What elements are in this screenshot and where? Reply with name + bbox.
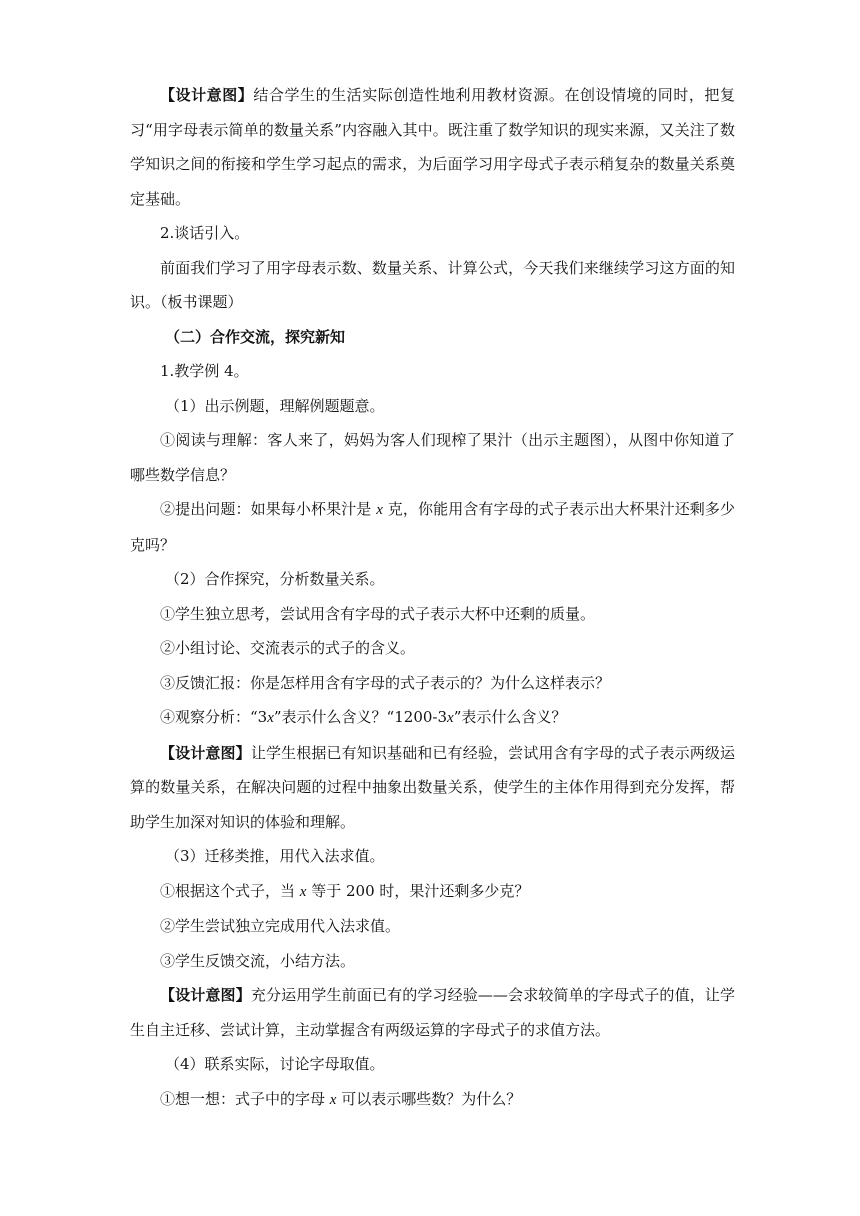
paragraph-text: ④观察分析：“3 [160, 708, 268, 726]
paragraph-intro: 前面我们学习了用字母表示数、数量关系、计算公式，今天我们来继续学习这方面的知识。（板书课题） [130, 258, 735, 311]
step-group-discussion: ②小组讨论、交流表示的式子的含义。 [160, 639, 416, 657]
paragraph-text: 充分运用学生前面已有的学习经验——会求较简单的字母式子的值，让学生自主迁移、尝试计算，主动掌握含有两级运算的字母式子的求值方法。 [130, 986, 735, 1039]
subsection-1: （1）出示例题，理解例题题意。 [165, 396, 385, 415]
variable-x: x [329, 1091, 337, 1108]
subsection-2: （2）合作探究，分析数量关系。 [165, 570, 385, 588]
design-intent-paragraph [130, 78, 735, 216]
step-read-understand: ①阅读与理解：客人来了，妈妈为客人们现榨了果汁（出示主题图），从图中你知道了哪些数学信息？ [130, 431, 735, 484]
step-feedback: ③反馈汇报：你是怎样用含有字母的式子表示的？为什么这样表示？ [160, 673, 611, 692]
variable-x: x [267, 710, 274, 726]
subsection-4: （4）联系实际，讨论字母取值。 [165, 1055, 385, 1073]
step-try-independently: ②学生尝试独立完成用代入法求值。 [160, 917, 401, 935]
paragraph-text: ①想一想：式子中的字母 [160, 1089, 330, 1108]
step-independent-thinking: ①学生独立思考，尝试用含有字母的式子表示大杯中还剩的质量。 [160, 604, 596, 623]
design-intent-paragraph [130, 736, 735, 840]
paragraph-text: 克，你能用含有字母的式子表示出大杯果汁还剩多少克吗？ [130, 500, 735, 554]
step-think [130, 1082, 735, 1118]
paragraph-text: 结合学生的生活实际创造性地利用教材资源。在创设情境的同时，把复习“用字母表示简单的数量关系”内容融入其中。既注重了数学知识的现实来源，又关注了数学知识之间的衔接和学生学习起点的需求，为后面学习用字母式子表示稍复杂的数量关系奠定基础。 [130, 86, 735, 208]
section-heading: （二）合作交流，探究新知 [165, 327, 346, 346]
section-item-2: 2.谈话引入。 [160, 224, 250, 242]
design-intent-tag: 【设计意图】 [160, 986, 251, 1004]
step-ask-question [130, 492, 735, 562]
paragraph-text: ”表示什么含义？ [453, 708, 567, 726]
design-intent-paragraph [130, 978, 735, 1047]
design-intent-tag: 【设计意图】 [160, 86, 254, 104]
variable-x: x [447, 710, 454, 726]
subsection-3: （3）迁移类推，用代入法求值。 [165, 847, 385, 865]
paragraph-text: 等于 200 时，果汁还剩多少克？ [306, 881, 530, 900]
paragraph-text: ”表示什么含义？“1200-3 [273, 708, 448, 726]
step-substitute [130, 874, 735, 910]
paragraph-text: ②提出问题：如果每小杯果汁是 [160, 500, 377, 518]
paragraph-text: ①根据这个式子，当 [160, 881, 300, 900]
step-observe-analyze [130, 700, 735, 736]
section-item-1: 1.教学例 4。 [160, 362, 249, 380]
paragraph-text: 让学生根据已有知识基础和已有经验，尝试用含有字母的式子表示两级运算的数量关系，在解决问题的过程中抽象出数量关系，使学生的主体作用得到充分发挥，帮助学生加深对知识的体验和理解。 [130, 743, 735, 831]
document-body [130, 78, 735, 1117]
variable-x: x [376, 502, 383, 518]
paragraph-text: 可以表示哪些数？为什么？ [336, 1089, 522, 1108]
step-summarize: ③学生反馈交流，小结方法。 [160, 951, 356, 970]
variable-x: x [299, 883, 307, 900]
design-intent-tag: 【设计意图】 [160, 743, 251, 762]
